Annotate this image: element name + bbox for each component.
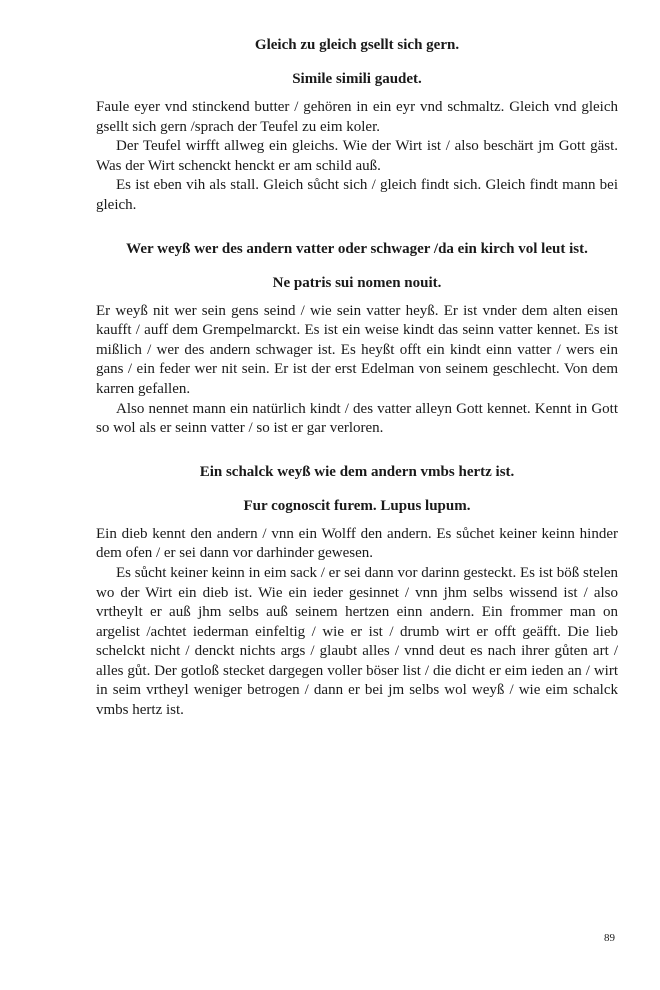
section-title: Gleich zu gleich gsellt sich gern. <box>254 37 460 53</box>
section-latin-title: Fur cognoscit furem. Lupus lupum. <box>243 497 471 514</box>
section-2 <box>96 240 618 439</box>
section-title: Ein schalck weyß wie dem andern vmbs hertz ist. <box>199 463 515 480</box>
paragraph: Der Teufel wirfft allweg ein gleichs. Wie der Wirt ist / also beschärt jm Gott gäst. Was der Wirt schenckt henckt er am schild auß. <box>96 138 618 174</box>
section-title: Wer weyß wer des andern vatter oder schwager /da ein kirch vol leut ist. <box>126 240 588 257</box>
page-body <box>96 36 618 745</box>
paragraph: Es ist eben vih als stall. Gleich sůcht sich / gleich findt sich. Gleich findt mann bei gleich. <box>96 177 618 213</box>
section-1 <box>96 36 618 216</box>
section-latin-title: Ne patris sui nomen nouit. <box>272 274 442 291</box>
paragraph: Er weyß nit wer sein gens seind / wie sein vatter heyß. Er ist vnder dem alten eisen kaufft / auff dem Grempelmarckt. Es ist ein weise kindt das seinn vatter kennet. Es ist mißlich / wer des andern schwager ist. Es heyßt offt ein kindt einn vatter / wers ein gans / ein feder wer nit sein. Er ist der erst Edelman von seinem geschlecht. Von dem karren gefallen. <box>96 302 618 397</box>
section-3 <box>96 463 618 721</box>
paragraph: Ein dieb kennt den andern / vnn ein Wolff den andern. Es sůchet keiner keinn hinder dem ofen / er sei dann vor darhinder gewesen. <box>96 525 618 562</box>
page-number: 89 <box>604 932 615 944</box>
section-latin-title: Simile simili gaudet. <box>292 71 422 87</box>
paragraph: Es sůcht keiner keinn in eim sack / er sei dann vor darinn gesteckt. Es ist böß stelen wo der Wirt ein dieb ist. Wie ein ieder gesinnet / vnn jhm selbs wissend ist / also vrtheylt er auß jhm selbs auß seinem hertzen einn andern. Ein frommer man on argelist /achtet iederman einfeltig / wie er ist / drumb wirt er offt geäfft. Die lieb schelckt nicht / denckt nichts args / glaubt alles / vnnd deut es nach ihrer gůten art / alles gůt. Der gotloß stecket dargegen voller böser list / die dicht er eim ieden an / wirt in seim vrtheyl weniger betrogen / dann er bei jm selbs wol weyß / wie eim schalck vmbs hertz ist. <box>96 564 618 719</box>
paragraph: Also nennet mann ein natürlich kindt / des vatter alleyn Gott kennet. Kennt in Gott so wol als er seinn vatter / so ist er gar verloren. <box>96 400 618 437</box>
paragraph: Faule eyer vnd stinckend butter / gehören in ein eyr vnd schmaltz. Gleich vnd gleich gsellt sich gern /sprach der Teufel zu eim koler. <box>96 99 618 135</box>
